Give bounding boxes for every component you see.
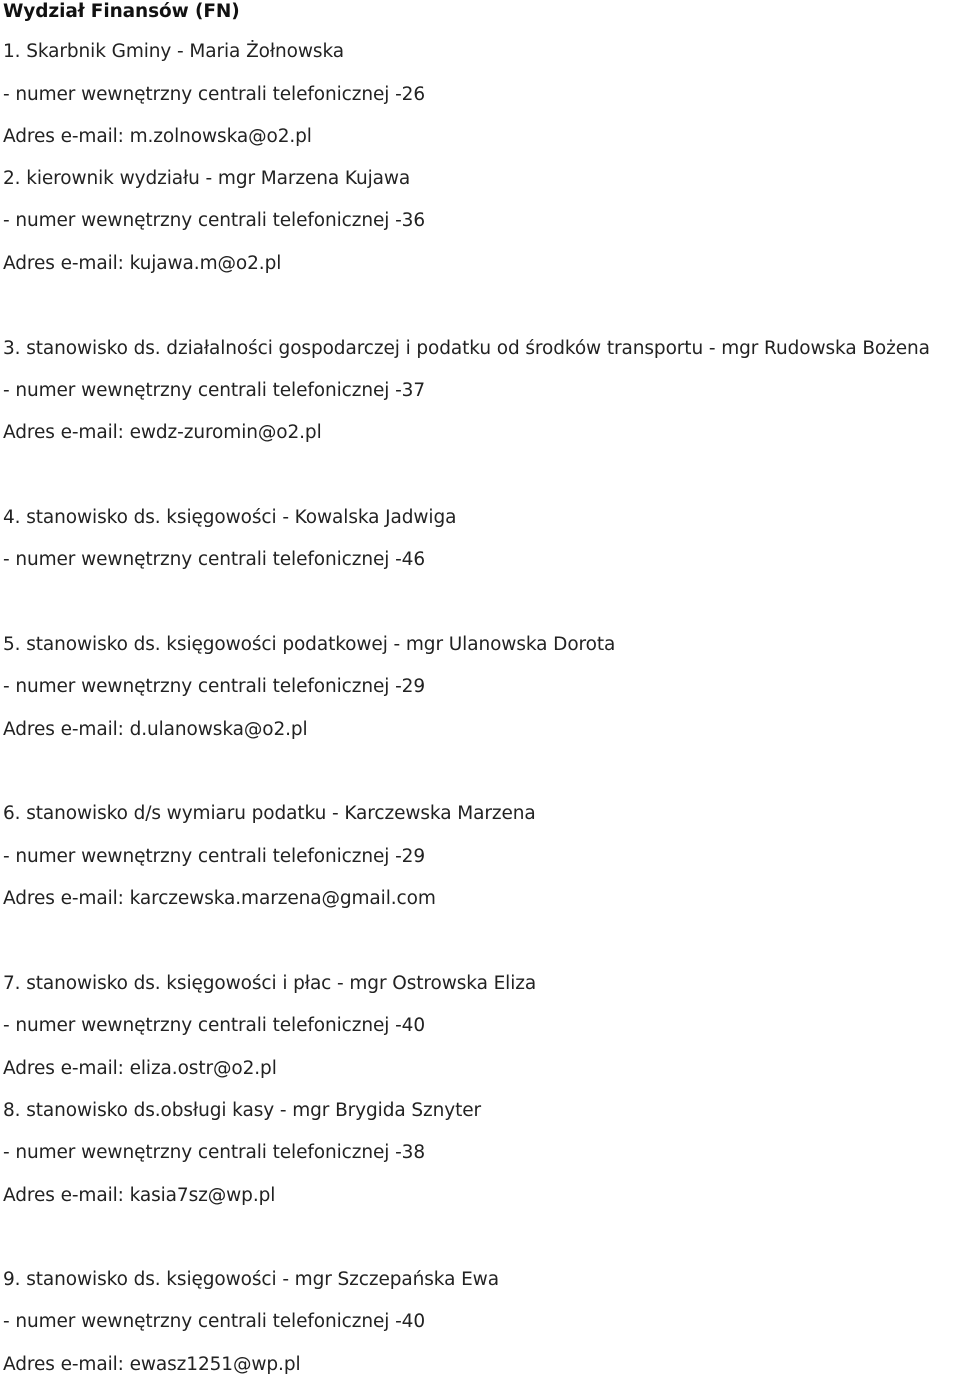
- entry-8-phone: - numer wewnętrzny centrali telefonicznej -38: [3, 1142, 425, 1163]
- entry-9-position: 9. stanowisko ds. księgowości - mgr Szczepańska Ewa: [3, 1269, 499, 1290]
- entry-7-phone: - numer wewnętrzny centrali telefonicznej -40: [3, 1015, 425, 1036]
- entry-1-phone: - numer wewnętrzny centrali telefonicznej -26: [3, 84, 425, 105]
- entry-5-email: Adres e-mail: d.ulanowska@o2.pl: [3, 719, 308, 740]
- entry-9-email: Adres e-mail: ewasz1251@wp.pl: [3, 1354, 301, 1375]
- entry-4-position: 4. stanowisko ds. księgowości - Kowalska Jadwiga: [3, 507, 457, 528]
- entry-2-phone: - numer wewnętrzny centrali telefonicznej -36: [3, 210, 425, 231]
- entry-3-position: 3. stanowisko ds. działalności gospodarczej i podatku od środków transportu - mgr Rudowska Bożena: [3, 338, 930, 359]
- entry-3-email: Adres e-mail: ewdz-zuromin@o2.pl: [3, 422, 322, 443]
- entry-8-email: Adres e-mail: kasia7sz@wp.pl: [3, 1185, 276, 1206]
- entry-7-email: Adres e-mail: eliza.ostr@o2.pl: [3, 1058, 277, 1079]
- entry-5-position: 5. stanowisko ds. księgowości podatkowej - mgr Ulanowska Dorota: [3, 634, 616, 655]
- entry-8-position: 8. stanowisko ds.obsługi kasy - mgr Brygida Sznyter: [3, 1100, 482, 1121]
- entry-1-email: Adres e-mail: m.zolnowska@o2.pl: [3, 126, 312, 147]
- page-title: Wydział Finansów (FN): [3, 1, 240, 22]
- entry-1-position: 1. Skarbnik Gminy - Maria Żołnowska: [3, 41, 344, 62]
- entry-5-phone: - numer wewnętrzny centrali telefonicznej -29: [3, 676, 425, 697]
- entry-4-phone: - numer wewnętrzny centrali telefonicznej -46: [3, 549, 425, 570]
- entry-6-email: Adres e-mail: karczewska.marzena@gmail.com: [3, 888, 436, 909]
- entry-7-position: 7. stanowisko ds. księgowości i płac - mgr Ostrowska Eliza: [3, 973, 537, 994]
- entry-6-position: 6. stanowisko d/s wymiaru podatku - Karczewska Marzena: [3, 803, 536, 824]
- entry-9-phone: - numer wewnętrzny centrali telefonicznej -40: [3, 1311, 425, 1332]
- entry-2-position: 2. kierownik wydziału - mgr Marzena Kujawa: [3, 168, 411, 189]
- entry-3-phone: - numer wewnętrzny centrali telefonicznej -37: [3, 380, 425, 401]
- entry-2-email: Adres e-mail: kujawa.m@o2.pl: [3, 253, 282, 274]
- entry-6-phone: - numer wewnętrzny centrali telefonicznej -29: [3, 846, 425, 867]
